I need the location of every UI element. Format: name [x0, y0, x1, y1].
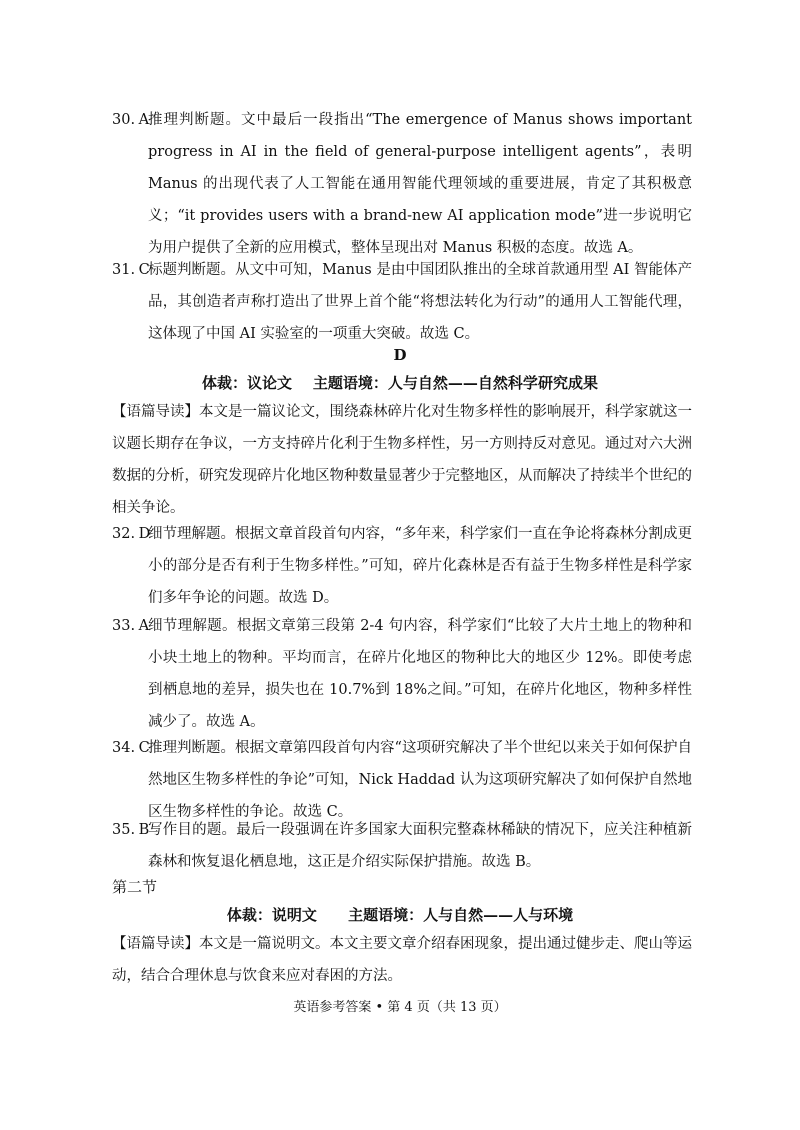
genre-line: 体裁：议论文 主题语境：人与自然——自然科学研究成果 [202, 374, 598, 392]
section-title: 第二节 [112, 878, 158, 896]
page-footer: 英语参考答案 • 第 4 页（共 13 页） [293, 1000, 507, 1015]
answer-item-30 [112, 104, 692, 264]
answer-item-32 [112, 518, 692, 614]
item-explanation: 细节理解题。根据文章首段首句内容，“多年来，科学家们一直在争论将森林分割成更小的部分是否有利于生物多样性。”可知，碎片化森林是否有益于生物多样性是科学家们多年争论的问题。故选 D。 [148, 526, 692, 606]
item-number: 33. A [112, 618, 150, 634]
item-explanation: 细节理解题。根据文章第三段第 2-4 句内容，科学家们“比较了大片土地上的物种和小块土地上的物种。平均而言，在碎片化地区的物种比大的地区少 12%。即使考虑到栖息地的差异，损失也在 10.7%到 18%之间。”可知，在碎片化地区，物种多样性减少了。故选 A。 [148, 618, 692, 730]
item-number: 35. B [112, 822, 150, 838]
item-number: 34. C [112, 740, 150, 756]
item-explanation: 标题判断题。从文中可知，Manus 是由中国团队推出的全球首款通用型 AI 智能体产品，其创造者声称打造出了世界上首个能“将想法转化为行动”的通用人工智能代理，这体现了中国 AI 实验室的一项重大突破。故选 C。 [148, 262, 692, 342]
answer-item-31 [112, 254, 692, 350]
item-explanation: 推理判断题。根据文章第四段首句内容“这项研究解决了半个世纪以来关于如何保护自然地区生物多样性的争论”可知，Nick Haddad 认为这项研究解决了如何保护自然地区生物多样性的争论。故选 C。 [148, 740, 692, 820]
item-number: 30. A [112, 112, 150, 128]
genre-line: 体裁：说明文 主题语境：人与自然——人与环境 [226, 906, 574, 924]
section-letter: D [393, 346, 407, 364]
passage-intro: 【语篇导读】本文是一篇说明文。本文主要文章介绍春困现象，提出通过健步走、爬山等运动，结合合理休息与饮食来应对春困的方法。 [112, 936, 692, 984]
passage-intro: 【语篇导读】本文是一篇议论文，围绕森林碎片化对生物多样性的影响展开，科学家就这一议题长期存在争议，一方支持碎片化利于生物多样性，另一方则持反对意见。通过对六大洲数据的分析，研究发现碎片化地区物种数量显著少于完整地区，从而解决了持续半个世纪的相关争论。 [112, 404, 692, 516]
answer-item-35 [112, 814, 692, 878]
answer-item-33 [112, 610, 692, 738]
item-number: 31. C [112, 262, 150, 278]
item-explanation: 推理判断题。文中最后一段指出“The emergence of Manus shows important progress in AI in the field of general-purpose intelligent agents”，表明 Manus 的出现代表了人工智能在通用智能代理领域的重要进展，肯定了其积极意义；“it provides users with a brand-new AI application mode”进一步说明它为用户提供了全新的应用模式，整体呈现出对 Manus 积极的态度。故选 A。 [148, 112, 692, 256]
item-explanation: 写作目的题。最后一段强调在许多国家大面积完整森林稀缺的情况下，应关注种植新森林和恢复退化栖息地，这正是介绍实际保护措施。故选 B。 [148, 822, 692, 870]
item-number: 32. D [112, 526, 151, 542]
